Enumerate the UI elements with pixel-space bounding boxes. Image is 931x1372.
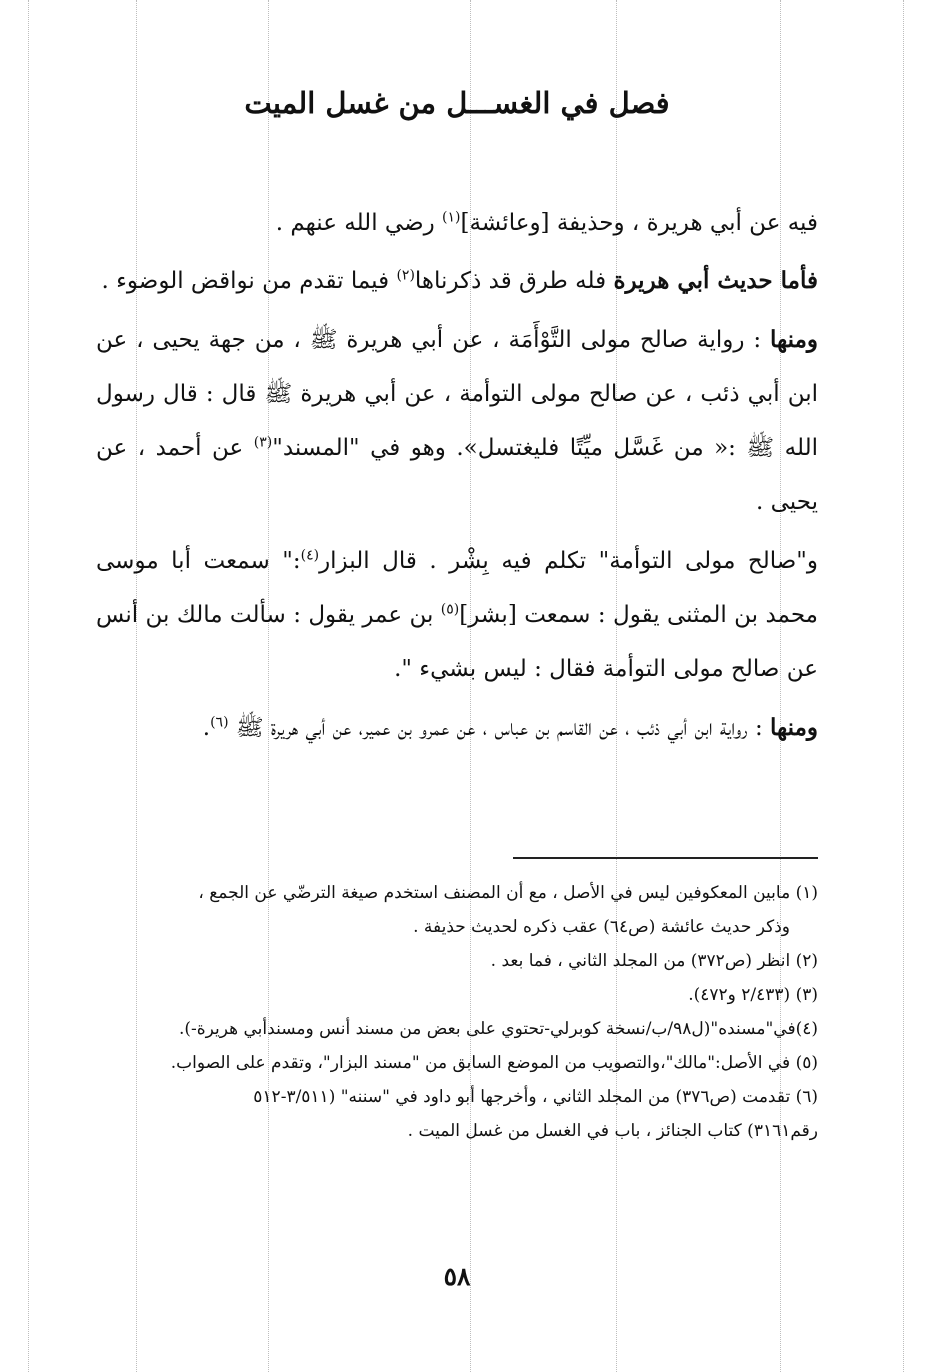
footnote-ref-3[interactable]: (٣): [253, 434, 273, 451]
footnote-ref-6[interactable]: (٦): [210, 714, 229, 731]
text-run: : رواية ابن أبي ذئب ، عن القاسم بن عباس ، عن عمرو بن عمير، عن أبي هريرة ﷺ: [228, 714, 771, 741]
footnote-separator: [513, 857, 818, 859]
text-run: .: [202, 714, 211, 741]
text-run: رضي الله عنهم .: [275, 210, 443, 236]
chapter-title: فصل في الغســـل من غسل الميت: [244, 86, 670, 120]
footnote-5: (٥) في الأصل:"مالك"،والتصويب من الموضع السابق من "مسند البزار"، وتقدم على الصواب.: [170, 1053, 818, 1073]
footnote-ref-2[interactable]: (٢): [396, 267, 415, 284]
footnote-1: (١) مابين المعكوفين ليس في الأصل ، مع أن المصنف استخدم صيغة الترضّي عن الجمع ،: [198, 883, 818, 903]
text-run: عن أحمد ، عن يحيى .: [96, 435, 818, 516]
text-run: : رواية صالح مولى التَّوْأَمَة ، عن أبي هريرة ﷺ ، من جهة يحيى ، عن ابن أبي ذئب ، عن صالح مولى التوأمة ، عن أبي هريرة ﷺ قال : قال رسول الله ﷺ :« من غَسَّل ميِّتًا فليغتسل». وهو في "المسند": [96, 326, 819, 462]
footnote-6-continuation: رقم٣١٦١) كتاب الجنائز ، باب في الغسل من غسل الميت .: [407, 1121, 818, 1141]
main-text: [96, 196, 818, 759]
footnote-3: (٣) (٢/٤٣٣ و٤٧٢).: [688, 985, 818, 1005]
paragraph-5: [96, 701, 818, 755]
scan-guide-line: [28, 0, 29, 1372]
document-page: [96, 0, 818, 1372]
text-run: :" سمعت أبا موسى محمد بن المثنى يقول : سمعت [بشر]: [96, 547, 818, 629]
text-run: فله طرق قد ذكرناها: [414, 268, 614, 295]
footnotes: [96, 876, 818, 1148]
footnote-ref-5[interactable]: (٥): [440, 601, 460, 618]
footnote-ref-4[interactable]: (٤): [300, 547, 320, 564]
text-run: فيما تقدم من نواقض الوضوء .: [101, 268, 397, 295]
footnote-2: (٢) انظر (ص٣٧٢) من المجلد الثاني ، فما بعد .: [490, 951, 818, 971]
footnote-6: (٦) تقدمت (ص٣٧٦) من المجلد الثاني ، وأخرجها أبو داود في "سننه" (٣/٥١١-٥١٢: [253, 1087, 818, 1107]
text-run: بن عمر يقول : سألت مالك بن أنس عن صالح مولى التوأمة فقال : ليس بشيء ".: [96, 602, 818, 683]
footnote-4: (٤)في"مسنده"(ل٩٨/ب/نسخة كوبرلي-تحتوي على بعض من مسند أنس ومسندأبي هريرة-).: [178, 1019, 818, 1039]
text-run: و"صالح مولى التوأمة" تكلم فيه بِشْر . قال البزار: [319, 547, 818, 574]
scan-guide-line: [903, 0, 904, 1372]
paragraph-1: [96, 196, 818, 250]
footnote-ref-1[interactable]: (١): [442, 209, 461, 226]
bold-lead: ومنها: [770, 325, 818, 353]
footnote-1-continuation: وذكر حديث عائشة (ص٦٤) عقب ذكره لحديث حذيفة .: [413, 917, 790, 937]
text-run: فيه عن أبي هريرة ، وحذيفة [وعائشة]: [460, 210, 818, 236]
paragraph-4: [96, 534, 818, 697]
page-number: ٥٨: [443, 1262, 471, 1291]
paragraph-2: [96, 254, 818, 308]
bold-lead: ومنها: [770, 713, 818, 741]
paragraph-3: [96, 313, 818, 530]
bold-lead: فأما حديث أبي هريرة: [613, 267, 818, 295]
